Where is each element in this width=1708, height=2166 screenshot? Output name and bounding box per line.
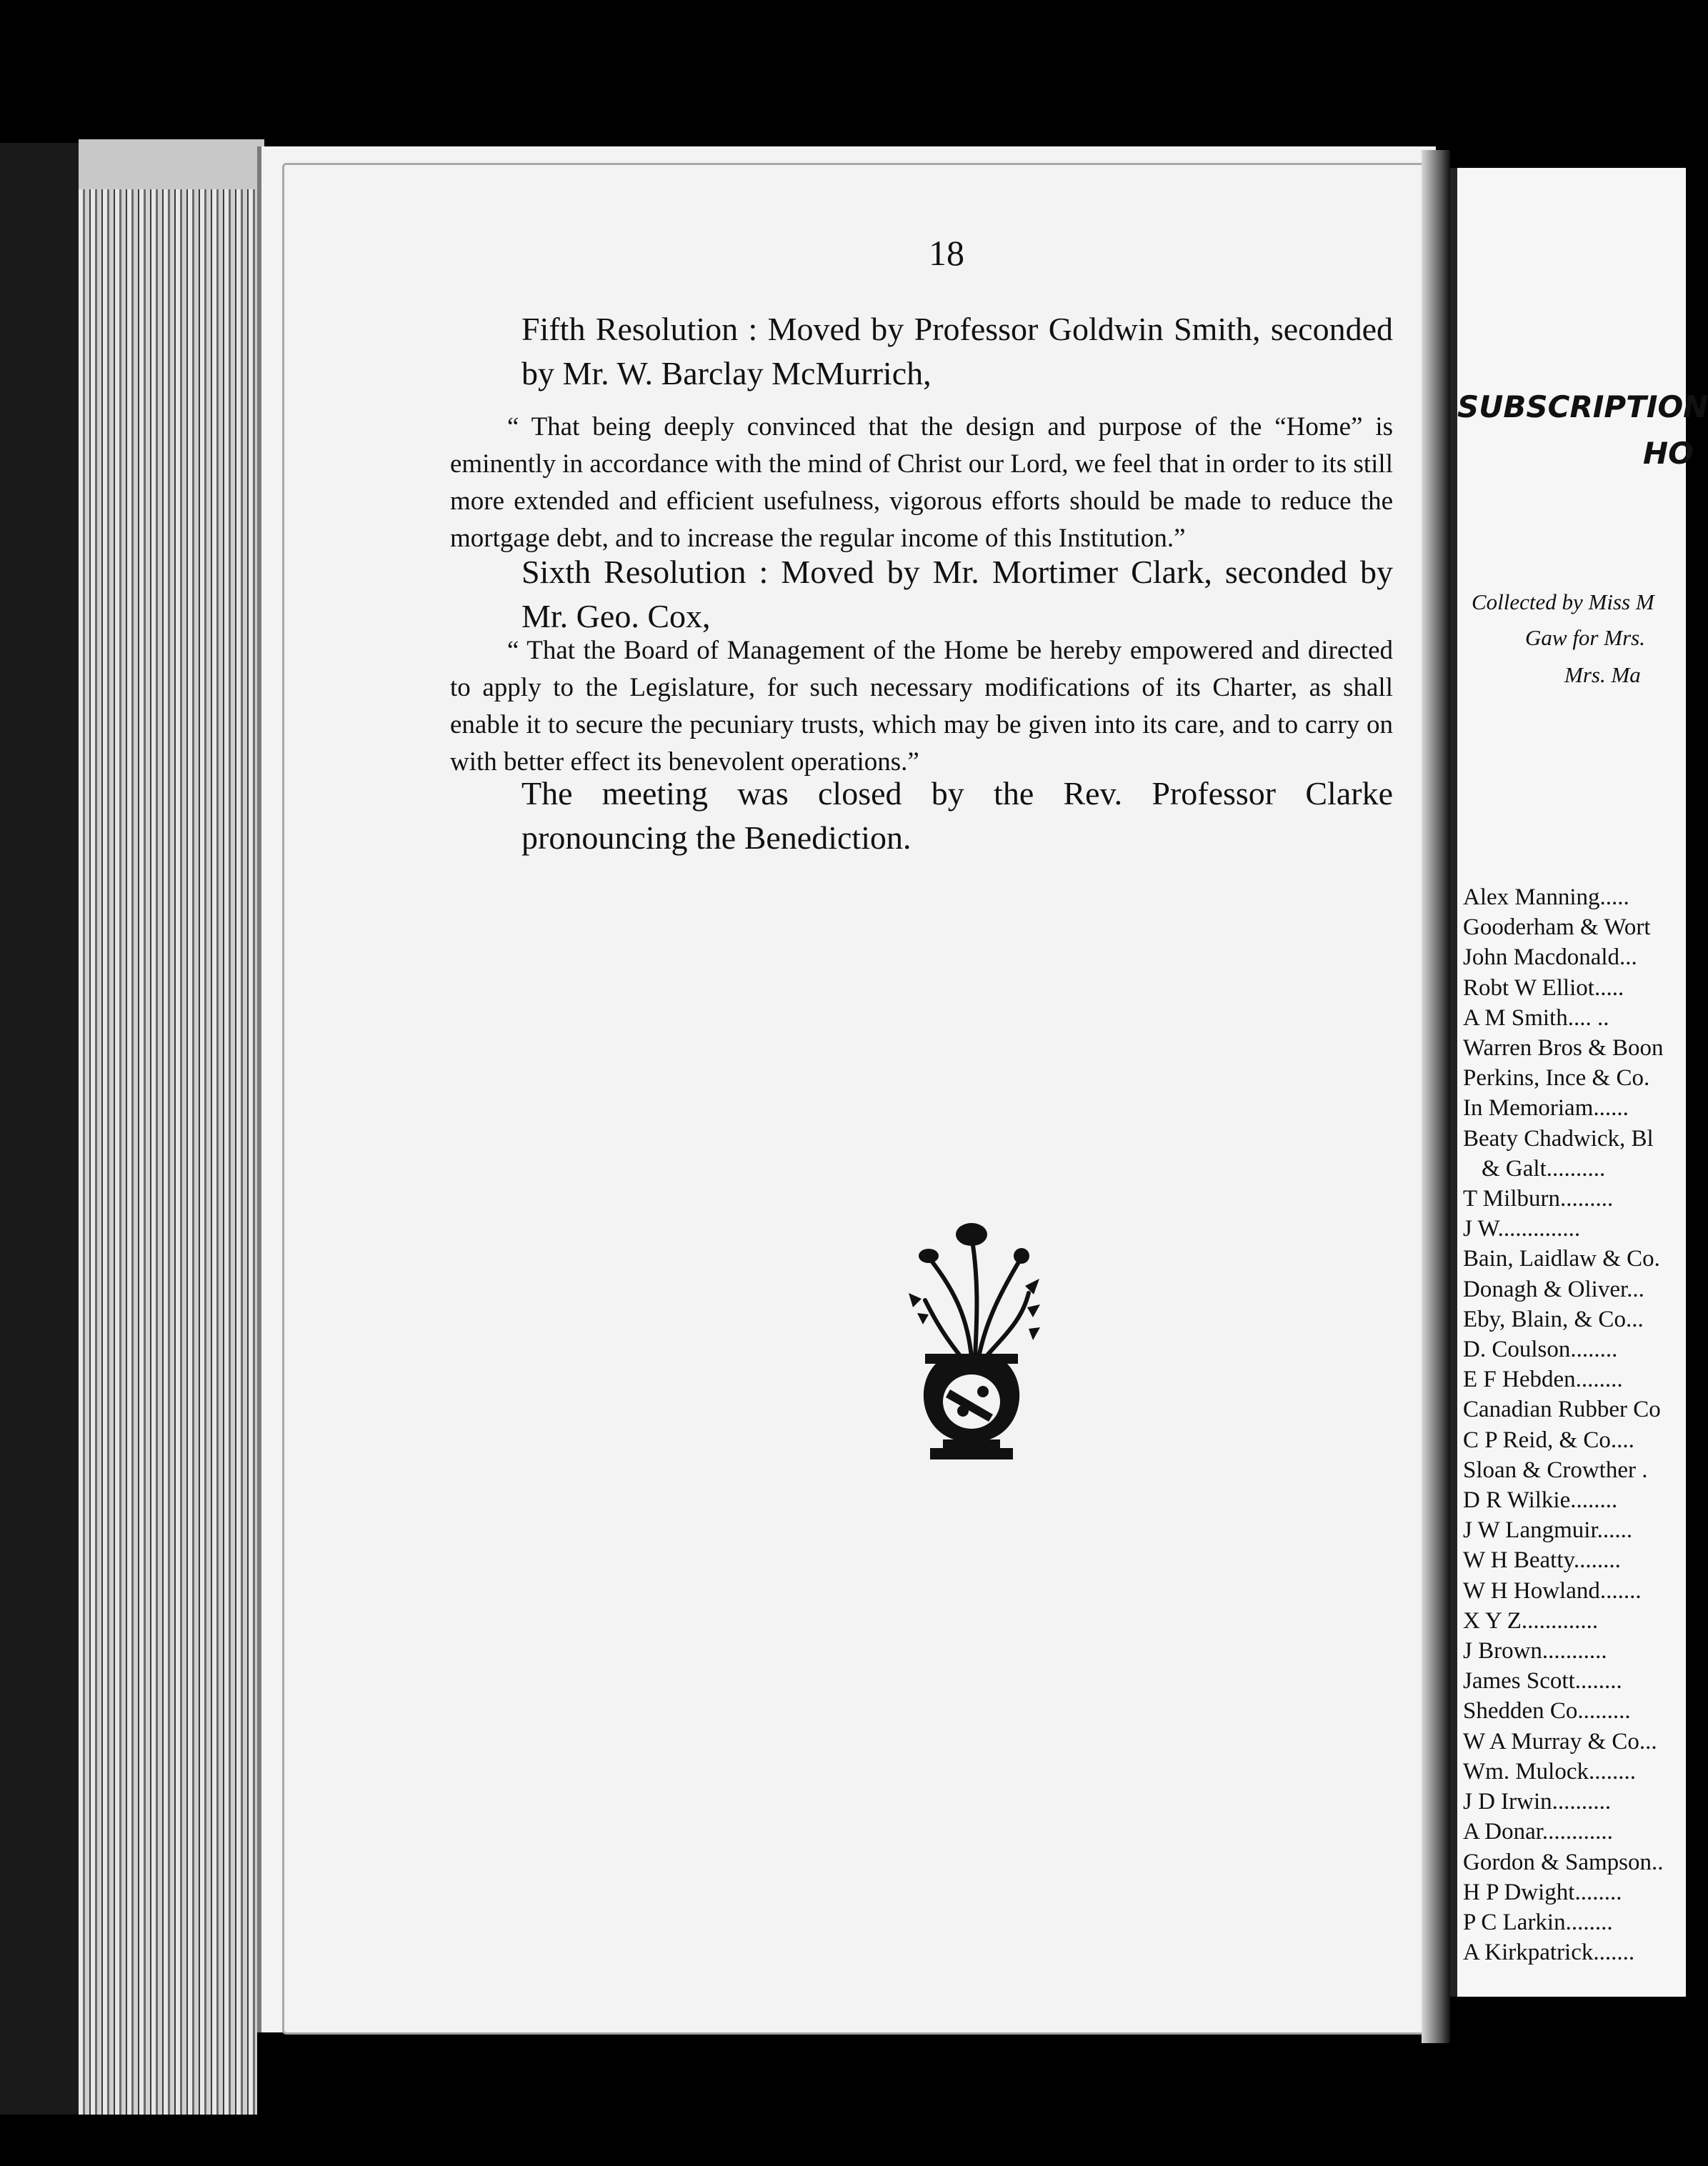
subscriber-list-item: Gooderham & Wort bbox=[1463, 914, 1651, 941]
sixth-resolution-text: “ That the Board of Management of the Home be hereby empowered and directed to apply to the Legislature, for such necessary modifications of its Charter, as shall enable it to secure the pecuniary trusts, which may be given into its care, and to carry on with better effect its benevolent operations.” bbox=[450, 636, 1393, 777]
fifth-resolution-heading: Fifth Resolution : Moved by Professor Goldwin Smith, seconded by Mr. W. Barclay McMurrich, bbox=[521, 311, 1393, 391]
subscription-title-line2: HO bbox=[1643, 436, 1694, 471]
book-spine-shadow bbox=[0, 143, 86, 2115]
subscriber-list-item: A M Smith.... .. bbox=[1463, 1004, 1609, 1031]
subscriber-list-item: Beaty Chadwick, Bl bbox=[1463, 1125, 1654, 1152]
subscriber-list-item: In Memoriam...... bbox=[1463, 1095, 1629, 1122]
subscriber-list-item: A Donar............ bbox=[1463, 1819, 1613, 1845]
subscriber-list-item: J Brown........... bbox=[1463, 1638, 1607, 1665]
subscriber-list bbox=[1463, 882, 1664, 1967]
subscriber-list-item: H P Dwight........ bbox=[1463, 1879, 1622, 1905]
subscriber-list-item: Wm. Mulock........ bbox=[1463, 1758, 1636, 1785]
subscriber-list-item: Perkins, Ince & Co. bbox=[1463, 1065, 1650, 1092]
subscriber-list-item: Alex Manning..... bbox=[1463, 884, 1629, 910]
sixth-resolution-heading: Sixth Resolution : Moved by Mr. Mortimer Clark, seconded by Mr. Geo. Cox, bbox=[521, 554, 1393, 634]
subscriber-list-item: Bain, Laidlaw & Co. bbox=[1463, 1246, 1660, 1272]
book-gutter bbox=[1422, 150, 1450, 2043]
subscriber-list-item: X Y Z............. bbox=[1463, 1607, 1599, 1634]
subscriber-list-item: Donagh & Oliver... bbox=[1463, 1276, 1644, 1302]
subscriber-list-item: E F Hebden........ bbox=[1463, 1367, 1623, 1393]
page-edges-top bbox=[79, 139, 264, 189]
subscriber-list-item: D. Coulson........ bbox=[1463, 1337, 1618, 1363]
subscriber-list-item: & Galt.......... bbox=[1482, 1155, 1606, 1182]
collected-by-line: Collected by Miss M bbox=[1472, 589, 1654, 614]
subscriber-list-item: W H Howland....... bbox=[1463, 1577, 1642, 1604]
subscriber-list-item: W H Beatty........ bbox=[1463, 1547, 1621, 1574]
subscriber-list-item: J W Langmuir...... bbox=[1463, 1517, 1633, 1544]
subscriber-list-item: Canadian Rubber Co bbox=[1463, 1397, 1661, 1423]
subscriber-list-item: James Scott........ bbox=[1463, 1668, 1622, 1695]
subscriber-list-item: J D Irwin.......... bbox=[1463, 1789, 1612, 1815]
subscriber-list-item: A Kirkpatrick....... bbox=[1463, 1940, 1635, 1966]
subscriber-list-item: Sloan & Crowther . bbox=[1463, 1457, 1648, 1483]
subscriber-list-item: Shedden Co......... bbox=[1463, 1698, 1631, 1725]
fifth-resolution-text: “ That being deeply convinced that the design and purpose of the “Home” is eminently in accordance with the mind of Christ our Lord, we feel that in order to its still more extended and efficient usefulness, vigorous efforts should be made to reduce the mortgage debt, and to increase the regular income of this Institution.” bbox=[450, 412, 1393, 553]
subscriber-list-item: Eby, Blain, & Co... bbox=[1463, 1306, 1644, 1332]
collected-by-line: Mrs. Ma bbox=[1564, 662, 1641, 687]
right-page-cropped bbox=[1450, 168, 1708, 1997]
subscriber-list-item: P C Larkin........ bbox=[1463, 1909, 1613, 1935]
subscriber-list-item: T Milburn......... bbox=[1463, 1186, 1614, 1212]
page-edges bbox=[79, 143, 257, 2115]
subscriber-list-item: J W.............. bbox=[1463, 1216, 1581, 1242]
vase-ornament-icon bbox=[886, 1214, 1057, 1464]
collected-by-line: Gaw for Mrs. bbox=[1525, 625, 1645, 650]
page-number: 18 bbox=[929, 233, 964, 273]
subscriber-list-item: W A Murray & Co... bbox=[1463, 1728, 1657, 1755]
subscription-title: SUBSCRIPTION bbox=[1457, 389, 1708, 424]
subscriber-list-item: Warren Bros & Boon bbox=[1463, 1035, 1664, 1062]
closing-paragraph: The meeting was closed by the Rev. Professor Clarke pronouncing the Benediction. bbox=[521, 775, 1393, 856]
subscriber-list-item: John Macdonald... bbox=[1463, 944, 1637, 971]
subscriber-list-item: D R Wilkie........ bbox=[1463, 1487, 1618, 1514]
subscriber-list-item: Gordon & Sampson.. bbox=[1463, 1849, 1664, 1875]
subscriber-list-item: Robt W Elliot..... bbox=[1463, 974, 1624, 1001]
subscriber-list-item: C P Reid, & Co.... bbox=[1463, 1427, 1634, 1453]
